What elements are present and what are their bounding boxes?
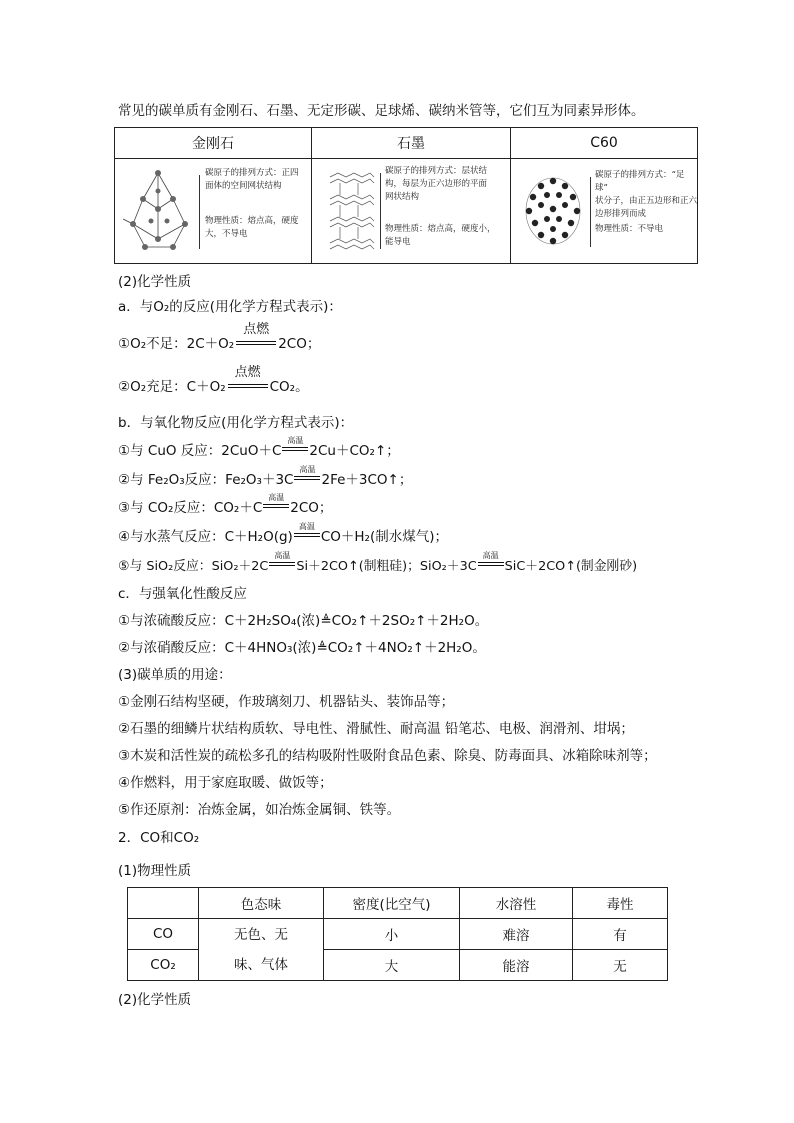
diamond-brace [199, 175, 200, 249]
section-chemical-properties: (2)化学性质 [118, 274, 192, 290]
row-name-co2: CO₂ [128, 950, 199, 981]
header-toxicity: 毒性 [573, 888, 668, 919]
header-c60: C60 [511, 128, 698, 159]
equation-b4: ④与水蒸气反应：C＋H₂O(g) 高温 CO＋H₂(制水煤气)； [118, 522, 448, 545]
diamond-arrangement: 碳原子的排列方式：正四 面体的空间网状结构 [205, 168, 299, 191]
co-toxicity: 有 [573, 919, 668, 950]
c60-arrangement: 碳原子的排列方式：“足球” 状分子，由正五边形和正六 边形排列而成 [595, 170, 698, 219]
diamond-cell [115, 159, 312, 264]
graphite-brace [380, 173, 381, 249]
co2-toxicity: 无 [573, 950, 668, 981]
c60-brace [590, 177, 591, 247]
diamond-properties: 物理性质：熔点高，硬度 大，不导电 [205, 216, 299, 239]
color-state-odor-merged: 无色、无 味、气体 [199, 919, 324, 981]
equation-c1: ①与浓硫酸反应：C＋2H₂SO₄(浓)≜CO₂↑＋2SO₂↑＋2H₂O。 [118, 613, 489, 629]
allotrope-table [114, 127, 698, 264]
header-solubility: 水溶性 [460, 888, 573, 919]
equation-a1: ①O₂不足：2C＋O₂ 点燃 2CO； [118, 322, 321, 352]
header-graphite: 石墨 [312, 128, 511, 159]
c60-cell [511, 159, 698, 264]
uses-title: (3)碳单质的用途： [118, 667, 232, 683]
equation-b2: ②与 Fe₂O₃反应：Fe₂O₃＋3C 高温 2Fe＋3CO↑； [118, 465, 413, 488]
co-solubility: 难溶 [460, 919, 573, 950]
header-color-state-odor: 色态味 [199, 888, 324, 919]
graphite-structure-image [328, 169, 376, 253]
use-item: ④作燃料，用于家庭取暖、做饭等； [118, 775, 333, 791]
section-co-co2: 2．CO和CO₂ [118, 830, 200, 846]
c-title: c．与强氧化性酸反应 [118, 586, 247, 602]
equation-a2: ②O₂充足：C＋O₂ 点燃 CO₂。 [118, 365, 309, 395]
header-density: 密度(比空气) [324, 888, 460, 919]
co2-solubility: 能溶 [460, 950, 573, 981]
c60-structure-image [521, 173, 585, 249]
equation-c2: ②与浓硝酸反应：C＋4HNO₃(浓)≜CO₂↑＋4NO₂↑＋2H₂O。 [118, 640, 486, 656]
co-density: 小 [324, 919, 460, 950]
co-co2-physical-table [127, 887, 668, 981]
equation-b5: ⑤与 SiO₂反应：SiO₂＋2C 高温 Si＋2CO↑(制粗硅)；SiO₂＋3C 高温 SiC＋2CO↑(制金刚砂) [118, 551, 638, 574]
equation-b3: ③与 CO₂反应：CO₂＋C 高温 2CO； [118, 493, 333, 516]
header-diamond: 金刚石 [115, 128, 312, 159]
equation-b1: ①与 CuO 反应：2CuO＋C 高温 2Cu＋CO₂↑； [118, 436, 400, 459]
use-item: ②石墨的细鳞片状结构质软、导电性、滑腻性、耐高温 铅笔芯、电极、润滑剂、坩埚； [118, 721, 634, 737]
chemical-properties-title-2: (2)化学性质 [118, 992, 192, 1008]
intro-text: 常见的碳单质有金刚石、石墨、无定形碳、足球烯、碳纳米管等，它们互为同素异形体。 [118, 103, 645, 119]
c60-properties: 物理性质：不导电 [595, 224, 664, 234]
use-item: ③木炭和活性炭的疏松多孔的结构吸附性吸附食品色素、除臭、防毒面具、冰箱除味剂等； [118, 748, 657, 764]
use-item: ⑤作还原剂：冶炼金属，如冶炼金属铜、铁等。 [118, 802, 401, 818]
row-name-co: CO [128, 919, 199, 950]
graphite-cell [312, 159, 511, 264]
graphite-properties: 物理性质：熔点高，硬度小， 能导电 [385, 224, 496, 247]
graphite-arrangement: 碳原子的排列方式：层状结 构，每层为正六边形的平面 网状结构 [385, 166, 488, 202]
a-title: a．与O₂的反应(用化学方程式表示)： [118, 299, 342, 315]
co2-density: 大 [324, 950, 460, 981]
b-title: b．与氧化物反应(用化学方程式表示)： [118, 415, 354, 431]
physical-properties-title: (1)物理性质 [118, 863, 192, 879]
use-item: ①金刚石结构坚硬，作玻璃刻刀、机器钻头、装饰品等； [118, 694, 455, 710]
header-blank [128, 888, 199, 919]
diamond-structure-image [123, 169, 193, 255]
